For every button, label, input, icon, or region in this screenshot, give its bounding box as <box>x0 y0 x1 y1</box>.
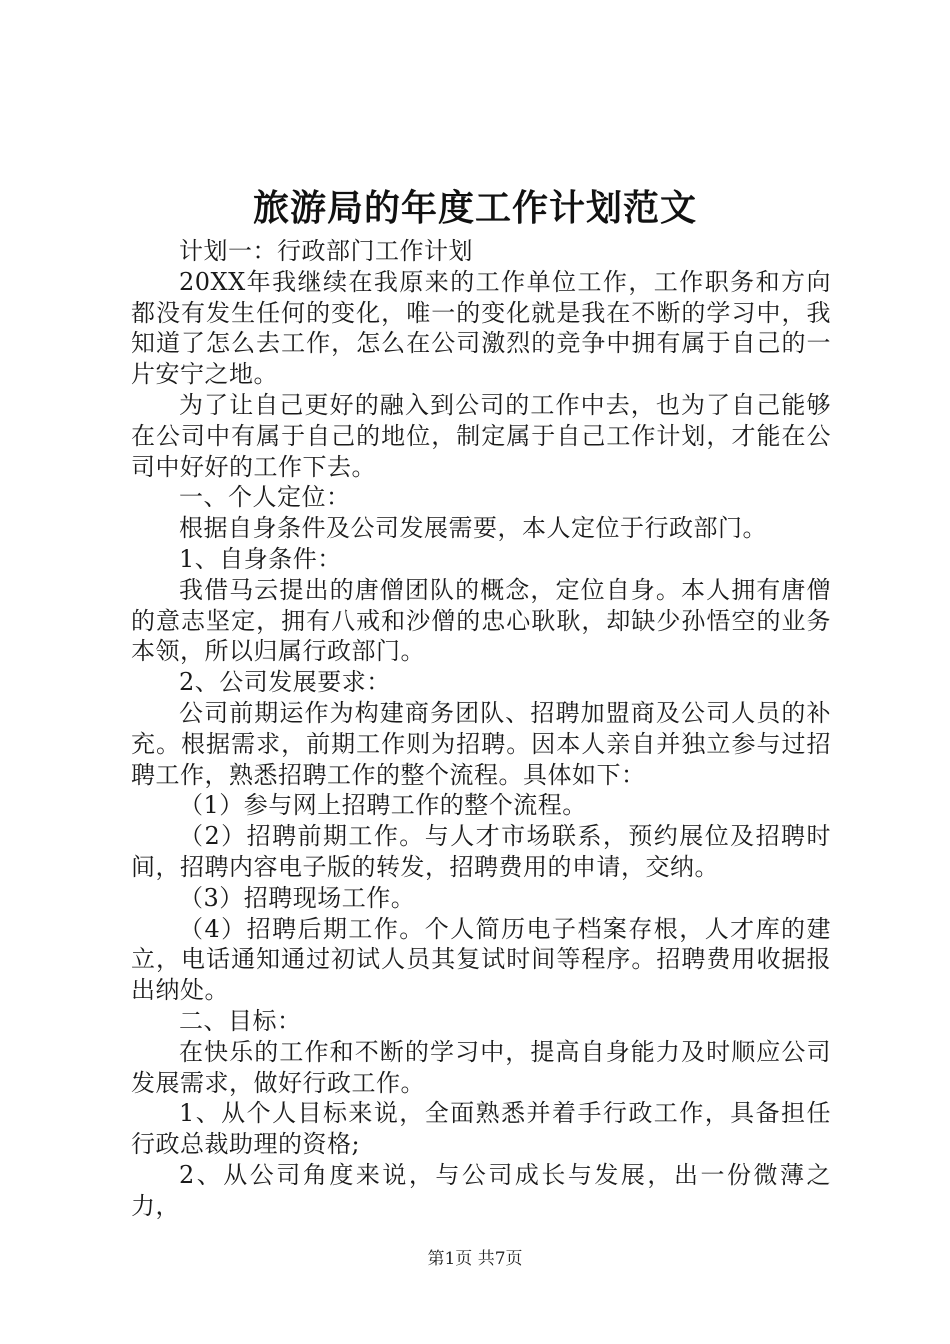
body-paragraph: 二、目标： <box>179 1006 302 1035</box>
body-paragraph: 根据自身条件及公司发展需要，本人定位于行政部门。 <box>179 514 767 543</box>
body-paragraph: 公司前期运作为构建商务团队、招聘加盟商及公司人员的补充。根据需求，前期工作则为招聘。因本人亲自并独立参与过招聘工作，熟悉招聘工作的整个流程。具体如下： <box>131 698 831 789</box>
document-title: 旅游局的年度工作计划范文 <box>252 187 697 229</box>
body-paragraph: 20XX年我继续在我原来的工作单位工作，工作职务和方向都没有发生任何的变化，唯一的变化就是我在不断的学习中，我知道了怎么去工作，怎么在公司激烈的竞争中拥有属于自己的一片安宁之地。 <box>131 267 831 389</box>
body-paragraph: （1）参与网上招聘工作的整个流程。 <box>179 791 587 820</box>
body-paragraph: （2）招聘前期工作。与人才市场联系，预约展位及招聘时间，招聘内容电子版的转发，招聘费用的申请，交纳。 <box>131 822 831 881</box>
body-paragraph: 我借马云提出的唐僧团队的概念，定位自身。本人拥有唐僧的意志坚定，拥有八戒和沙僧的忠心耿耿，却缺少孙悟空的业务本领，所以归属行政部门。 <box>131 575 831 666</box>
body-paragraph: 在快乐的工作和不断的学习中，提高自身能力及时顺应公司发展需求，做好行政工作。 <box>131 1037 831 1097</box>
body-paragraph: 1、从个人目标来说，全面熟悉并着手行政工作，具备担任行政总裁助理的资格; <box>131 1099 831 1159</box>
page-footer: 第1页 共7页 <box>427 1249 523 1269</box>
body-paragraph: 为了让自己更好的融入到公司的工作中去，也为了自己能够在公司中有属于自己的地位，制定属于自己工作计划，才能在公司中好好的工作下去。 <box>131 390 831 481</box>
body-paragraph: 1、自身条件： <box>179 544 342 573</box>
body-paragraph: （4）招聘后期工作。个人简历电子档案存根，人才库的建立，电话通知通过初试人员其复试时间等程序。招聘费用收据报出纳处。 <box>131 914 831 1005</box>
body-paragraph: 2、公司发展要求： <box>179 668 391 697</box>
body-paragraph: 一、个人定位： <box>179 483 351 512</box>
body-paragraph: 2、从公司角度来说，与公司成长与发展，出一份微薄之力， <box>131 1160 831 1220</box>
body-paragraph: 计划一：行政部门工作计划 <box>179 237 473 265</box>
document-body <box>131 236 831 1222</box>
body-paragraph: （3）招聘现场工作。 <box>179 883 416 912</box>
